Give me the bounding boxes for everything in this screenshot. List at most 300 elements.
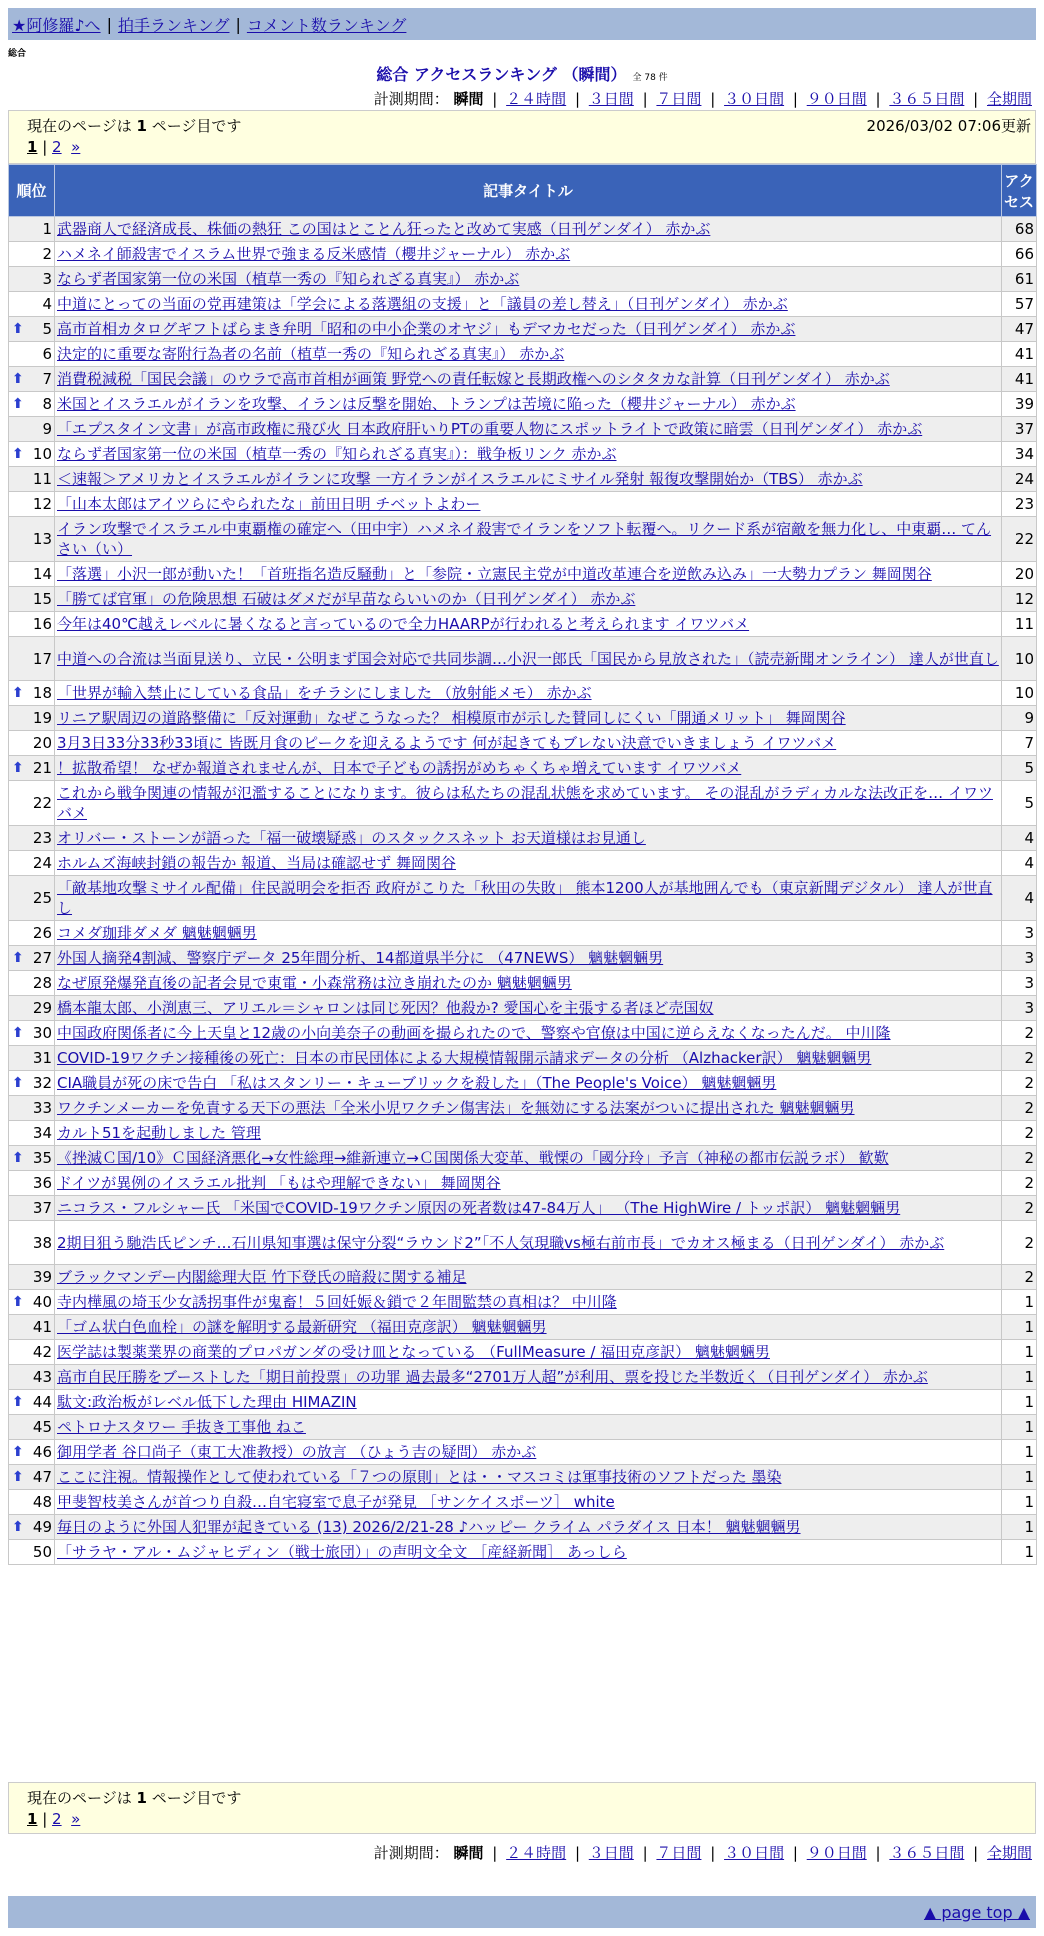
up-arrow-icon: ⬆ — [12, 1294, 24, 1310]
rank-number: 24 — [32, 854, 52, 872]
current-page-info: 現在のページは 1 ページ目です — [27, 117, 242, 135]
up-arrow-icon: ⬆ — [12, 1469, 24, 1485]
article-link[interactable]: 寺内樺風の埼玉少女誘拐事件が鬼畜！５回妊娠＆鎖で２年間監禁の真相は？ 中川隆 — [57, 1293, 617, 1311]
up-arrow-icon: ⬆ — [12, 1444, 24, 1460]
title-cell — [55, 637, 1002, 681]
period-separator: | — [710, 1844, 716, 1862]
article-link[interactable]: 医学誌は製薬業界の商業的プロパガンダの受け皿となっている （FullMeasure / 福田克彦訳） 魑魅魍魎男 — [57, 1343, 770, 1361]
title-cell — [55, 1465, 1002, 1490]
table-row — [9, 1121, 1037, 1146]
period-link-30d[interactable]: ３０日間 — [724, 90, 785, 108]
period-link-3d[interactable]: ３日間 — [588, 90, 634, 108]
rank-cell — [9, 1490, 55, 1515]
access-count: 1 — [1002, 1365, 1037, 1390]
table-row — [9, 996, 1037, 1021]
access-count: 5 — [1002, 781, 1037, 826]
access-count: 2 — [1002, 1171, 1037, 1196]
pager-panel-bottom — [8, 1782, 1036, 1834]
up-arrow-icon: ⬆ — [12, 1025, 24, 1041]
rank-cell — [9, 1196, 55, 1221]
period-link-7d[interactable]: ７日間 — [656, 1844, 702, 1862]
rank-number: 5 — [42, 320, 52, 338]
article-link[interactable]: ハメネイ師殺害でイスラム世界で強まる反米感情（櫻井ジャーナル） 赤かぶ — [57, 245, 571, 263]
access-count: 7 — [1002, 731, 1037, 756]
article-link[interactable]: ドイツが異例のイスラエル批判 「もはや理解できない」 舞岡関谷 — [57, 1174, 501, 1192]
article-link[interactable]: 「落選」小沢一郎が動いた！「首班指名造反騒動」と「参院・立憲民主党が中道改革連合を逆飲み込み」一大勢力プラン 舞岡関谷 — [57, 565, 932, 583]
access-count: 61 — [1002, 267, 1037, 292]
page-link-2[interactable]: 2 — [52, 1810, 62, 1828]
rank-cell — [9, 492, 55, 517]
rank-number: 22 — [32, 794, 52, 812]
period-selector-bottom — [374, 1842, 1032, 1863]
up-arrow-icon: ⬆ — [12, 1150, 24, 1166]
article-link[interactable]: 「エプスタイン文書」が高市政権に飛び火 日本政府肝いりPTの重要人物にスポットライトで政策に暗雲（日刊ゲンダイ） 赤かぶ — [57, 420, 923, 438]
access-count: 1 — [1002, 1465, 1037, 1490]
rank-cell — [9, 1265, 55, 1290]
access-count: 2 — [1002, 1071, 1037, 1096]
rank-header: 順位 — [9, 165, 55, 217]
up-arrow-icon: ⬆ — [12, 1075, 24, 1091]
table-row — [9, 1221, 1037, 1265]
article-link[interactable]: 中道への合流は当面見送り、立民・公明まず国会対応で共同歩調…小沢一郎氏「国民から見放された」（読売新聞オンライン） 達人が世直し — [57, 649, 999, 668]
rank-number: 1 — [42, 220, 52, 238]
article-link[interactable]: 「敵基地攻撃ミサイル配備」住民説明会を拒否 政府がこりた「秋田の失敗」 熊本1200人が基地囲んでも（東京新聞デジタル） 達人が世直し — [57, 879, 993, 917]
comment-ranking-link[interactable]: コメント数ランキング — [246, 15, 407, 35]
rank-number: 8 — [42, 395, 52, 413]
article-link[interactable]: イラン攻撃でイスラエル中東覇権の確定へ（田中宇）ハメネイ殺害でイランをソフト転覆へ。リクード系が宿敵を無力化し、中東覇… てんさい（い） — [57, 520, 992, 558]
nav-separator: | — [235, 14, 241, 34]
rank-number: 37 — [32, 1199, 52, 1217]
article-link[interactable]: オリバー・ストーンが語った「福一破壊疑惑」のスタックスネット お天道様はお見通し — [57, 829, 646, 847]
pager-panel-top — [8, 110, 1036, 164]
table-row — [9, 1265, 1037, 1290]
rank-number: 10 — [32, 445, 52, 463]
rank-cell — [9, 242, 55, 267]
updated-timestamp: 2026/03/02 07:06更新 — [866, 117, 1031, 135]
table-row — [9, 1540, 1037, 1565]
article-link[interactable]: 2期目狙う馳浩氏ピンチ…石川県知事選は保守分裂“ラウンド2”「不人気現職vs極右前市長」でカオス極まる（日刊ゲンダイ） 赤かぶ — [57, 1233, 945, 1252]
title-cell — [55, 342, 1002, 367]
rank-number: 35 — [32, 1149, 52, 1167]
article-link[interactable]: カルト51を起動しました 管理 — [57, 1124, 261, 1142]
table-row — [9, 1465, 1037, 1490]
period-link-3d[interactable]: ３日間 — [588, 1844, 634, 1862]
rank-cell — [9, 342, 55, 367]
article-link[interactable]: 駄文:政治板がレベル低下した理由 HIMAZIN — [57, 1393, 357, 1411]
article-link[interactable]: 甲斐智枝美さんが首つり自殺…自宅寝室で息子が発見 ［サンケイスポーツ］ white — [57, 1493, 615, 1511]
rank-cell — [9, 1390, 55, 1415]
article-link[interactable]: ニコラス・フルシャー氏 「米国でCOVID-19ワクチン原因の死者数は47-84万人」 （The HighWire / トッポ訳） 魑魅魍魎男 — [57, 1199, 901, 1217]
rank-number: 25 — [32, 889, 52, 907]
article-link[interactable]: 「勝てば官軍」の危険思想 石破はダメだが早苗ならいいのか（日刊ゲンダイ） 赤かぶ — [57, 590, 636, 608]
home-link[interactable]: ★阿修羅♪へ — [12, 15, 101, 35]
table-row — [9, 637, 1037, 681]
page-top-link[interactable]: ▲ page top ▲ — [923, 1902, 1030, 1922]
rank-cell — [9, 1440, 55, 1465]
up-arrow-icon: ⬆ — [12, 760, 24, 776]
period-current: 瞬間 — [453, 90, 484, 108]
period-link-90d[interactable]: ９０日間 — [806, 90, 867, 108]
rank-number: 42 — [32, 1343, 52, 1361]
access-count: 4 — [1002, 826, 1037, 851]
rank-number: 46 — [32, 1443, 52, 1461]
table-row — [9, 417, 1037, 442]
article-link[interactable]: 御用学者 谷口尚子（東工大准教授）の放言 （ひょう吉の疑問） 赤かぶ — [57, 1443, 537, 1461]
title-cell — [55, 946, 1002, 971]
rank-cell — [9, 317, 55, 342]
article-link[interactable]: 中道にとっての当面の党再建策は「学会による落選組の支援」と「議員の差し替え」（日刊ゲンダイ） 赤かぶ — [57, 295, 788, 313]
period-current: 瞬間 — [453, 1844, 484, 1862]
title-cell — [55, 1415, 1002, 1440]
nav-separator: | — [106, 14, 112, 34]
rank-cell — [9, 1221, 55, 1265]
rank-cell — [9, 946, 55, 971]
access-count: 20 — [1002, 562, 1037, 587]
rank-number: 15 — [32, 590, 52, 608]
access-count: 41 — [1002, 342, 1037, 367]
article-link[interactable]: 中国政府関係者に今上天皇と12歳の小向美奈子の動画を撮られたので、警察や官僚は中国に逆らえなくなったんだ。 中川隆 — [57, 1024, 891, 1042]
rank-cell — [9, 637, 55, 681]
access-count: 39 — [1002, 392, 1037, 417]
table-row — [9, 342, 1037, 367]
access-count: 1 — [1002, 1490, 1037, 1515]
article-link[interactable]: 消費税減税「国民会議」のウラで高市首相が画策 野党への責任転嫁と長期政権へのシタタカな計算（日刊ゲンダイ） 赤かぶ — [57, 370, 890, 388]
rank-cell — [9, 1315, 55, 1340]
access-count: 4 — [1002, 851, 1037, 876]
period-link-all[interactable]: 全期間 — [986, 90, 1032, 108]
article-link[interactable]: 橋本龍太郎、小渕恵三、アリエル＝シャロンは同じ死因？他殺か? 愛国心を主張する者ほど売国奴 — [57, 999, 714, 1017]
access-count: 1 — [1002, 1540, 1037, 1565]
access-count: 3 — [1002, 971, 1037, 996]
pager-separator: | — [42, 138, 53, 156]
rank-cell — [9, 517, 55, 562]
table-row — [9, 826, 1037, 851]
title-cell — [55, 1315, 1002, 1340]
period-link-24h[interactable]: ２４時間 — [506, 90, 567, 108]
rank-cell — [9, 1071, 55, 1096]
period-link-7d[interactable]: ７日間 — [656, 90, 702, 108]
rank-number: 33 — [32, 1099, 52, 1117]
article-link[interactable]: 「山本太郎はアイツらにやられたな」前田日明 チベットよわー — [57, 495, 481, 513]
rank-cell — [9, 921, 55, 946]
rank-number: 14 — [32, 565, 52, 583]
page-link-1[interactable]: 1 — [27, 138, 38, 156]
access-count: 3 — [1002, 946, 1037, 971]
article-link[interactable]: ここに注視。情報操作として使われている「７つの原則」とは・・マスコミは軍事技術のソフトだった 墨染 — [57, 1468, 782, 1486]
rank-number: 43 — [32, 1368, 52, 1386]
table-row — [9, 442, 1037, 467]
rank-cell — [9, 851, 55, 876]
rank-cell — [9, 971, 55, 996]
rank-number: 27 — [32, 949, 52, 967]
rank-number: 40 — [32, 1293, 52, 1311]
table-row — [9, 1021, 1037, 1046]
rank-cell — [9, 1290, 55, 1315]
rank-cell — [9, 217, 55, 242]
title-cell — [55, 587, 1002, 612]
article-link[interactable]: ならず者国家第一位の米国（植草一秀の『知られざる真実』） 赤かぶ — [57, 270, 520, 288]
pager-separator: | — [42, 1810, 53, 1828]
period-separator: | — [973, 1844, 979, 1862]
article-link[interactable]: COVID-19ワクチン接種後の死亡：日本の市民団体による大規模情報開示請求データの分析 （Alzhacker訳） 魑魅魍魎男 — [57, 1049, 872, 1067]
up-arrow-icon: ⬆ — [12, 1394, 24, 1410]
table-row — [9, 1046, 1037, 1071]
up-arrow-icon: ⬆ — [12, 396, 24, 412]
article-link[interactable]: ワクチンメーカーを免責する天下の悪法「全米小児ワクチン傷害法」を無効にする法案がついに提出された 魑魅魍魎男 — [57, 1099, 855, 1117]
article-link[interactable]: ブラックマンデー内閣総理大臣 竹下登氏の暗殺に関する補足 — [57, 1268, 467, 1286]
article-link[interactable]: これから戦争関連の情報が氾濫することになります。彼らは私たちの混乱状態を求めています。 その混乱がラディカルな法改正を… イワツバメ — [57, 784, 993, 822]
rank-number: 4 — [42, 295, 52, 313]
article-link[interactable]: 「ゴム状白色血栓」の謎を解明する最新研究 （福田克彦訳） 魑魅魍魎男 — [57, 1318, 547, 1336]
access-count: 9 — [1002, 706, 1037, 731]
title-cell — [55, 921, 1002, 946]
table-row — [9, 756, 1037, 781]
period-link-all[interactable]: 全期間 — [986, 1844, 1032, 1862]
access-count: 1 — [1002, 1340, 1037, 1365]
table-row — [9, 706, 1037, 731]
access-count: 47 — [1002, 317, 1037, 342]
table-row — [9, 317, 1037, 342]
table-row — [9, 731, 1037, 756]
article-link[interactable]: CIA職員が死の床で告白 「私はスタンリー・キューブリックを殺した」（The People's Voice） 魑魅魍魎男 — [57, 1074, 777, 1092]
period-separator: | — [710, 90, 716, 108]
title-cell — [55, 217, 1002, 242]
title-cell — [55, 1440, 1002, 1465]
rank-number: 6 — [42, 345, 52, 363]
article-link[interactable]: 武器商人で経済成長、株価の熱狂 この国はとことん狂ったと改めて実感（日刊ゲンダイ） 赤かぶ — [57, 220, 711, 238]
rank-cell — [9, 731, 55, 756]
top-nav-bar — [8, 8, 1036, 40]
article-link[interactable]: 今年は40℃越えレベルに暑くなると言っているので全力HAARPが行われると考えられます イワツバメ — [57, 615, 750, 633]
access-count: 1 — [1002, 1390, 1037, 1415]
title-cell — [55, 826, 1002, 851]
article-link[interactable]: ホルムズ海峡封鎖の報告か 報道、当局は確認せず 舞岡関谷 — [57, 854, 456, 872]
rank-number: 36 — [32, 1174, 52, 1192]
access-count: 10 — [1002, 681, 1037, 706]
article-link[interactable]: 高市自民圧勝をブーストした「期日前投票」の功罪 過去最多“2701万人超”が利用、票を投じた半数近く（日刊ゲンダイ） 赤かぶ — [57, 1368, 928, 1386]
article-link[interactable]: なぜ原発爆発直後の記者会見で東電・小森常務は泣き崩れたのか 魑魅魍魎男 — [57, 974, 572, 992]
title-cell — [55, 1365, 1002, 1390]
title-cell — [55, 1390, 1002, 1415]
rank-cell — [9, 1365, 55, 1390]
title-cell — [55, 517, 1002, 562]
rank-number: 16 — [32, 615, 52, 633]
title-cell — [55, 681, 1002, 706]
table-row — [9, 1490, 1037, 1515]
access-count: 37 — [1002, 417, 1037, 442]
table-row — [9, 217, 1037, 242]
table-row — [9, 1365, 1037, 1390]
period-label: 計測期間： — [373, 90, 449, 108]
table-row — [9, 921, 1037, 946]
title-cell — [55, 1171, 1002, 1196]
rank-number: 19 — [32, 709, 52, 727]
table-row — [9, 367, 1037, 392]
table-row — [9, 1196, 1037, 1221]
rank-number: 38 — [32, 1233, 52, 1252]
page-link-2[interactable]: 2 — [52, 138, 62, 156]
access-count: 2 — [1002, 1196, 1037, 1221]
article-link[interactable]: リニア駅周辺の道路整備に「反対運動」なぜこうなった？ 相模原市が示した賛同しにくい「開通メリット」 舞岡関谷 — [57, 709, 846, 727]
table-row — [9, 1171, 1037, 1196]
access-count: 57 — [1002, 292, 1037, 317]
rank-cell — [9, 442, 55, 467]
article-link[interactable]: 《挫滅Ｃ国/10》Ｃ国経済悪化→女性総理→維新連立→Ｃ国関係大変革、戦慄の「國分玲」予言（神秘の都市伝説ラボ） 歓歎 — [57, 1149, 889, 1167]
period-separator: | — [492, 90, 498, 108]
access-count: 3 — [1002, 996, 1037, 1021]
rank-number: 45 — [32, 1418, 52, 1436]
rank-cell — [9, 1415, 55, 1440]
rank-cell — [9, 876, 55, 921]
table-row — [9, 1071, 1037, 1096]
period-separator: | — [875, 90, 881, 108]
access-count: 2 — [1002, 1146, 1037, 1171]
period-link-90d[interactable]: ９０日間 — [806, 1844, 867, 1862]
rank-number: 29 — [32, 999, 52, 1017]
up-arrow-icon: ⬆ — [12, 371, 24, 387]
rank-number: 7 — [42, 370, 52, 388]
table-row — [9, 876, 1037, 921]
rank-cell — [9, 292, 55, 317]
rank-cell — [9, 1515, 55, 1540]
title-cell — [55, 781, 1002, 826]
rank-cell — [9, 1146, 55, 1171]
article-link[interactable]: 「世界が輸入禁止にしている食品」をチラシにしました （放射能メモ） 赤かぶ — [57, 684, 592, 702]
table-row — [9, 851, 1037, 876]
period-separator: | — [574, 90, 580, 108]
access-header: アクセス — [1002, 165, 1037, 217]
title-cell — [55, 562, 1002, 587]
article-link[interactable]: 外国人摘発4割減、警察庁データ 25年間分析、14都道県半分に （47NEWS） 魑魅魍魎男 — [57, 949, 664, 967]
access-count: 24 — [1002, 467, 1037, 492]
article-link[interactable]: 「サラヤ・アル・ムジャヒディン（戦士旅団）」の声明文全文 ［産経新聞］ あっしら — [57, 1543, 627, 1561]
period-separator: | — [492, 1844, 498, 1862]
rank-cell — [9, 367, 55, 392]
up-arrow-icon: ⬆ — [12, 950, 24, 966]
article-link[interactable]: ならず者国家第一位の米国（植草一秀の『知られざる真実』）：戦争板リンク 赤かぶ — [57, 445, 617, 463]
access-count: 1 — [1002, 1315, 1037, 1340]
rank-cell — [9, 1465, 55, 1490]
title-cell — [55, 1540, 1002, 1565]
access-count: 22 — [1002, 517, 1037, 562]
period-separator: | — [792, 1844, 798, 1862]
access-count: 34 — [1002, 442, 1037, 467]
rank-cell — [9, 1096, 55, 1121]
rank-cell — [9, 1021, 55, 1046]
title-cell — [55, 292, 1002, 317]
access-count: 2 — [1002, 1121, 1037, 1146]
category-tag: 総合 — [8, 49, 27, 59]
rank-number: 49 — [32, 1518, 52, 1536]
page-link-1[interactable]: 1 — [27, 1810, 38, 1828]
rank-number: 21 — [32, 759, 52, 777]
period-separator: | — [973, 90, 979, 108]
rank-cell — [9, 267, 55, 292]
period-link-365d[interactable]: ３６５日間 — [889, 90, 965, 108]
rank-number: 18 — [32, 684, 52, 702]
rank-number: 28 — [32, 974, 52, 992]
table-row — [9, 1146, 1037, 1171]
up-arrow-icon: ⬆ — [12, 685, 24, 701]
rank-number: 50 — [32, 1543, 52, 1561]
period-link-30d[interactable]: ３０日間 — [724, 1844, 785, 1862]
next-page-link[interactable]: » — [71, 138, 81, 156]
rank-number: 30 — [32, 1024, 52, 1042]
rank-number: 9 — [42, 420, 52, 438]
title-cell — [55, 1196, 1002, 1221]
title-cell — [55, 756, 1002, 781]
up-arrow-icon: ⬆ — [12, 1519, 24, 1535]
next-page-link[interactable]: » — [71, 1810, 81, 1828]
title-cell — [55, 1221, 1002, 1265]
table-row — [9, 1340, 1037, 1365]
table-row — [9, 562, 1037, 587]
period-separator: | — [642, 1844, 648, 1862]
rank-number: 26 — [32, 924, 52, 942]
table-row — [9, 1515, 1037, 1540]
access-count: 11 — [1002, 612, 1037, 637]
article-link[interactable]: ペトロナスタワー 手抜き工事他 ねこ — [57, 1418, 306, 1436]
title-cell — [55, 1490, 1002, 1515]
title-cell — [55, 317, 1002, 342]
article-link[interactable]: 3月3日33分33秒33頃に 皆既月食のピークを迎えるようです 何が起きてもブレない決意でいきましょう イワツバメ — [57, 734, 837, 752]
access-count: 68 — [1002, 217, 1037, 242]
access-count: 4 — [1002, 876, 1037, 921]
rank-number: 47 — [32, 1468, 52, 1486]
table-row — [9, 1315, 1037, 1340]
article-link[interactable]: 毎日のように外国人犯罪が起きている (13) 2026/2/21-28 ♪ハッピー クライム パラダイス 日本！ 魑魅魍魎男 — [57, 1518, 801, 1536]
table-row — [9, 242, 1037, 267]
current-page-info: 現在のページは 1 ページ目です — [27, 1789, 242, 1807]
article-link[interactable]: コメダ珈琲ダメダ 魑魅魍魎男 — [57, 924, 257, 942]
rank-cell — [9, 781, 55, 826]
title-cell — [55, 1071, 1002, 1096]
rank-number: 17 — [32, 649, 52, 668]
table-row — [9, 1096, 1037, 1121]
rank-cell — [9, 1340, 55, 1365]
rank-number: 3 — [42, 270, 52, 288]
rank-cell — [9, 612, 55, 637]
article-link[interactable]: 決定的に重要な寄附行為者の名前（植草一秀の『知られざる真実』） 赤かぶ — [57, 345, 565, 363]
article-link[interactable]: ！拡散希望！ なぜか報道されませんが、日本で子どもの誘拐がめちゃくちゃ増えています イワツバメ — [57, 759, 742, 777]
access-count: 2 — [1002, 1046, 1037, 1071]
table-row — [9, 587, 1037, 612]
rank-number: 2 — [42, 245, 52, 263]
access-count: 2 — [1002, 1265, 1037, 1290]
period-link-365d[interactable]: ３６５日間 — [889, 1844, 965, 1862]
rank-cell — [9, 587, 55, 612]
article-link[interactable]: 高市首相カタログギフトばらまき弁明「昭和の中小企業のオヤジ」もデマカセだった（日刊ゲンダイ） 赤かぶ — [57, 320, 796, 338]
footer-bar — [8, 1896, 1036, 1928]
period-selector-top — [374, 88, 1032, 109]
period-link-24h[interactable]: ２４時間 — [506, 1844, 567, 1862]
title-header: 記事タイトル — [55, 165, 1002, 217]
article-link[interactable]: ＜速報＞アメリカとイスラエルがイランに攻撃 一方イランがイスラエルにミサイル発射 報復攻撃開始か（TBS） 赤かぶ — [57, 470, 863, 488]
access-count: 2 — [1002, 1096, 1037, 1121]
access-count: 1 — [1002, 1440, 1037, 1465]
table-row — [9, 946, 1037, 971]
rank-number: 48 — [32, 1493, 52, 1511]
table-row — [9, 1290, 1037, 1315]
access-count: 23 — [1002, 492, 1037, 517]
rank-cell — [9, 996, 55, 1021]
applause-ranking-link[interactable]: 拍手ランキング — [117, 15, 230, 35]
article-link[interactable]: 米国とイスラエルがイランを攻撃、イランは反撃を開始、トランプは苦境に陥った（櫻井ジャーナル） 赤かぶ — [57, 395, 796, 413]
rank-number: 31 — [32, 1049, 52, 1067]
rank-number: 12 — [32, 495, 52, 513]
title-cell — [55, 876, 1002, 921]
table-row — [9, 1390, 1037, 1415]
